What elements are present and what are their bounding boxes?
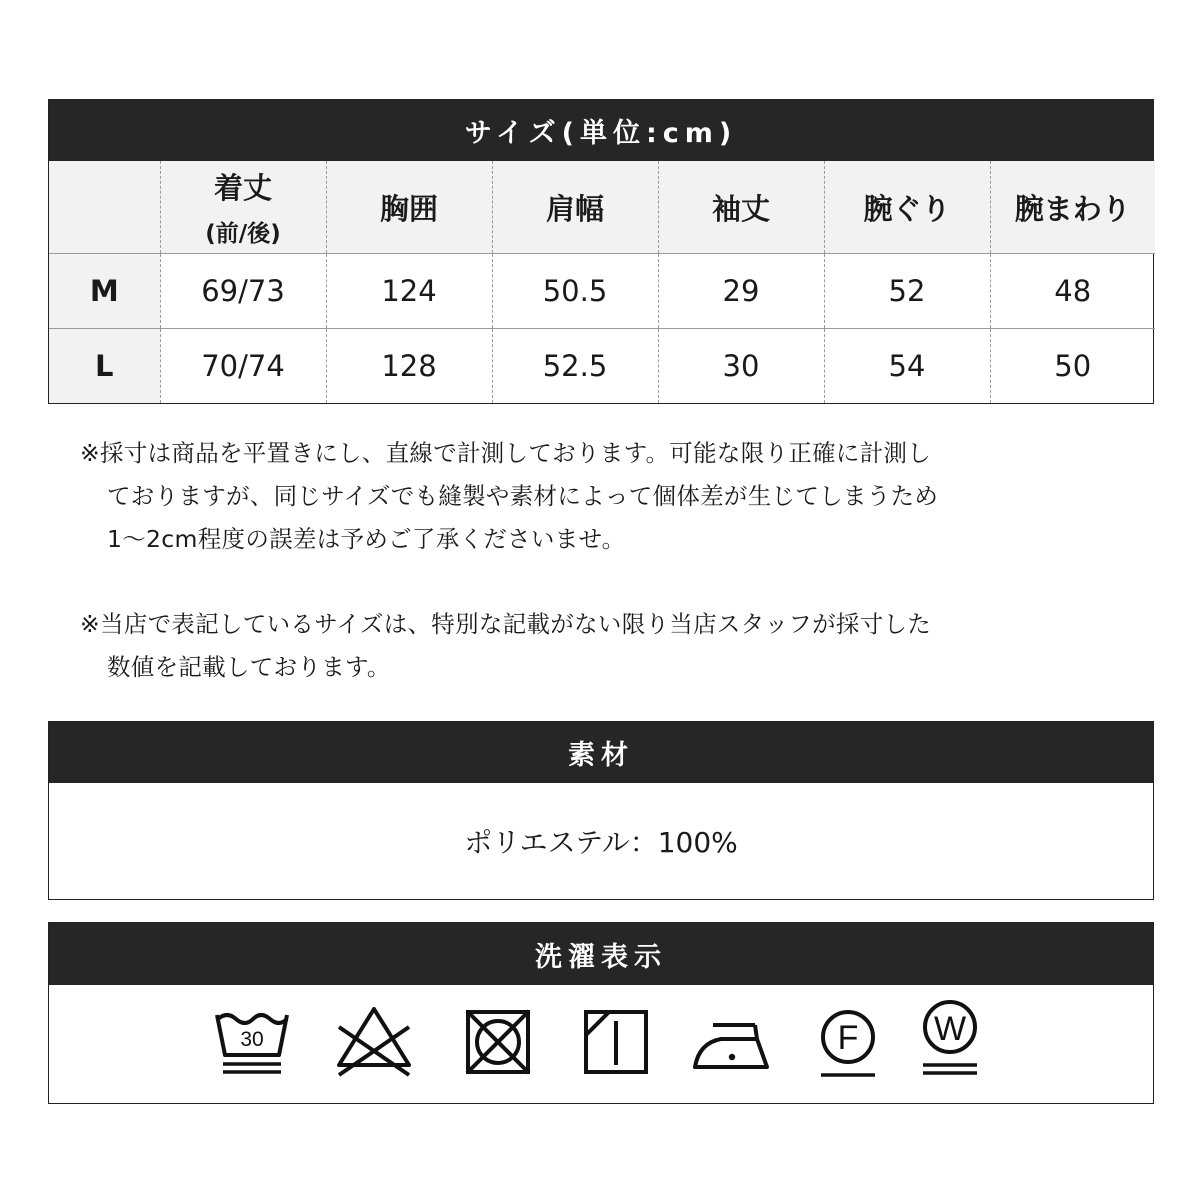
measurement-note	[80, 432, 938, 561]
dry-clean-f-icon	[817, 1007, 879, 1081]
header-chest: 胸囲	[326, 161, 492, 254]
table-cell: 52.5	[492, 329, 658, 404]
table-cell: 69/73	[160, 254, 326, 329]
note-line: ※採寸は商品を平置きにし、直線で計測しております。可能な限り正確に計測し	[80, 439, 932, 467]
size-source-note	[80, 603, 931, 689]
size-table-header	[49, 161, 1155, 254]
care-panel	[48, 922, 1154, 1104]
note-line: ておりますが、同じサイズでも縫製や素材によって個体差が生じてしまうため	[107, 482, 939, 510]
table-cell: 52	[824, 254, 990, 329]
no-tumble-dry-icon	[463, 1007, 533, 1077]
header-sleeve: 袖丈	[658, 161, 824, 254]
table-row	[49, 254, 1155, 329]
table-cell: 128	[326, 329, 492, 404]
table-cell: 54	[824, 329, 990, 404]
material-section-title: 素材	[49, 722, 1153, 783]
note-line: ※当店で表記しているサイズは、特別な記載がない限り当店スタッフが採寸した	[80, 610, 932, 638]
size-label: L	[49, 329, 160, 404]
table-row	[49, 329, 1155, 404]
material-value: ポリエステル：100%	[464, 826, 738, 859]
table-cell: 48	[990, 254, 1155, 329]
note-line: 1～2cm程度の誤差は予めご了承くださいませ。	[107, 525, 626, 553]
size-label: M	[49, 254, 160, 329]
note-line: 数値を記載しております。	[107, 653, 391, 681]
table-cell: 50.5	[492, 254, 658, 329]
size-section-title: サイズ(単位:cm)	[49, 100, 1153, 161]
header-armhole: 腕ぐり	[824, 161, 990, 254]
header-length-label: 着丈	[213, 171, 272, 205]
wet-clean-w-icon	[919, 997, 981, 1083]
table-cell: 70/74	[160, 329, 326, 404]
care-section-title: 洗濯表示	[49, 923, 1153, 985]
material-panel	[48, 721, 1154, 900]
table-cell: 124	[326, 254, 492, 329]
wash-temperature: 30	[240, 1028, 264, 1051]
iron-low-icon	[691, 1017, 773, 1073]
table-cell: 30	[658, 329, 824, 404]
table-cell: 50	[1054, 349, 1092, 383]
header-length	[160, 161, 326, 254]
wet-clean-letter: W	[933, 1010, 967, 1048]
header-arm-circumference: 腕まわり	[990, 161, 1155, 254]
dry-clean-letter: F	[837, 1019, 859, 1057]
no-bleach-icon	[333, 1003, 415, 1079]
care-icons	[49, 985, 1153, 1103]
size-table	[49, 161, 1155, 403]
header-shoulder: 肩幅	[492, 161, 658, 254]
wash-30-gentle-icon	[213, 1007, 293, 1079]
drip-dry-shade-icon	[581, 1007, 651, 1077]
table-cell: 29	[658, 254, 824, 329]
size-panel	[48, 99, 1154, 404]
header-corner	[49, 161, 160, 254]
header-length-sub: (前/後)	[205, 221, 281, 247]
